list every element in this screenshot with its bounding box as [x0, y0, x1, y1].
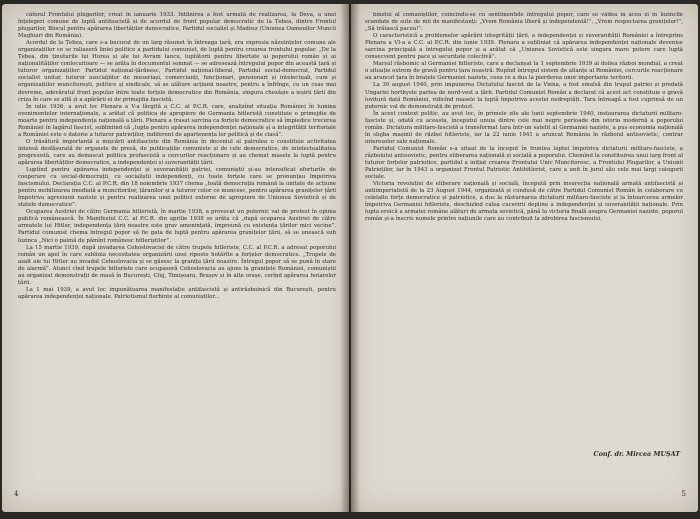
page-number: 5 [681, 490, 686, 498]
page-number: 4 [14, 490, 19, 498]
author-signature: Conf. dr. Mircea MUȘAT [593, 450, 680, 458]
paragraph: La 30 august 1940, prin impunerea Dictatului fascist de la Viena, a fost smulsă din trupul patriei și predată Ungariei horthyste partea de nord-vest a țării. Partidul Comunist Român a declarat că acest act constituie o gravă lovitură dată României, ridicînd masele la luptă împotriva acestei nedreptăți. Tara întreagă a fost cuprinsă de un puternic val de demonstrații de protest. [365, 82, 683, 110]
paragraph: Partidul Comunist Român s-a situat de la început în fruntea luptei împotriva dictaturii militaro-fasciste, a războiului antisovietic, pentru eliberarea națională și socială a poporului. Chemînd la constituirea unui larg front al tuturor forțelor patriotice, partidul a inițiat crearea Frontului Unic Muncitoresc, a Frontului Plugarilor, a Uniunii Patrioților, iar în 1943 a organizat Frontul Patriotic Antihitlerist, care a unit în jurul său cele mai largi categorii sociale. [365, 145, 683, 181]
paragraph: În iulie 1936, a avut loc Plenara a V-a lărgită a C.C. al P.C.R. care, analizînd situația României în lumina evenimentelor internaționale, a arătat că politica de apropiere de Germania hitleristă constituie o primejdie de moarte pentru independența națională a țării. Plenara a trasat sarcina ca forțele democratice să împiedice trecerea României în lagărul fascist, subliniind că „lupta pentru apărarea independenței naționale și a integrității teritoriale a României este o datorie a tuturor patrioților, indiferent de apartenența lor politică și de clasă”. [18, 103, 336, 138]
paragraph: binelui al comuniștilor, coincîndu-se cu sentimentele întregului popor, care se vădea în acea zi în lozincile scandate de sute de mii de manifestanți: „Vrem România liberă și independentă!”, „Vrem respectarea granițelor!”, „Să trăiască pacea!”. [365, 12, 683, 33]
right-page [351, 4, 698, 512]
left-page [2, 4, 349, 512]
paragraph: În acest context politic, au avut loc, în primele zile ale lunii septembrie 1940, instaurarea dictaturii militaro-fasciste și, odată cu aceasta, începutul unuia dintre cele mai negre perioade din istoria modernă a poporului român. Dictatura militaro-fascistă a transformat țara într-un satelit al Germaniei naziste, a pus economia națională în slujba mașinii de război hitleriste, iar la 22 iunie 1941 a aruncat România în războiul antisovietic, contrar intereselor sale naționale. [365, 110, 683, 145]
paragraph: Victoria revoluției de eliberare națională și socială, începută prin insurecția națională armată antifascistă și antiimperialistă de la 23 August 1944, organizată și condusă de către Partidul Comunist Român în colaborare cu celelalte forțe democratice și patriotice, a dus la răsturnarea dictaturii militaro-fasciste și la întoarcerea armelor împotriva Germaniei hitleriste, deschizînd calea cuceririi depline a independenței și suveranității naționale. Prin lupta eroică a armatei române alături de armata sovietică, până la victoria finală asupra Germaniei naziste, poporul român și-a înscris numele printre națiunile care au contribuit la zdrobirea fascismului. [365, 181, 683, 223]
left-page-text [18, 12, 336, 482]
paragraph: O trăsătură importantă a mișcării antifasciste din România în deceniul al patrulea o constituie activitatea intensă desfășurată de organele de presă, de publicațiile comuniste și de cele democratice, de intelectualitatea progresistă, care au demascat politica profascistă a cercurilor reacționare și au chemat masele la luptă pentru apărarea libertăților democratice, a independenței și suveranității țării. [18, 138, 336, 166]
paragraph: Acordul de la Țebea, care s-a bucurat de un larg răsunet în întreaga țară, era expresia năzuințelor comune ale organizațiilor ce se raliaseră liniei politice a partidului comunist, de luptă pentru crearea frontului popular. „De la Țebea, din ținuturile lui Horea și ale lui Avram Iancu, luptătorii pentru libertate ai poporului român și ai naționalităților conlocuitoare — se arăta în documentul semnat — se adresează întregului popor din această țară și tuturor organizațiilor: Partidul național-țărănesc, Partidul național-liberal, Partidul social-democrat, Partidul socialist unitar, tuturor asociațiilor de meseriași, comercianți, funcționari, pensionari și intelectuali, cum și organizațiilor muncitorești, politice și sindicale, să se alăture acțiunii noastre, pentru a înfrînge, cu un ceas mai devreme, adevăratul front popular între toate forțele democratice din România, singura chezășie a ieșirii țării din criza în care se află și a apărării ei de primejdia fascistă. [18, 40, 336, 103]
paragraph: Luptînd pentru apărarea independenței și suveranității patriei, comuniștii și-au intensificat eforturile de cooperare cu social-democrații, cu socialiștii independenți, cu toate forțele care se pronunțau împotriva fascismului. Declarația C.C. al P.C.R. din 18 noiembrie 1937 chema „toată democrația română la unitate de acțiune pentru mobilizarea imediată a muncitorilor, țăranilor și a tuturor celor ce muncesc, pentru apărarea granițelor țării împotriva agresiunii naziste și pentru realizarea unei politici externe de apropiere de Uniunea Sovietică și de statele democratice”. [18, 167, 336, 209]
book-gutter [340, 4, 360, 512]
paragraph: La 1 mai 1939, a avut loc impunătoarea manifestație antifascistă și antirăzboinică din București, pentru apărarea independenței naționale. Patriotismul fierbinte al comuniștilor... [18, 286, 336, 300]
paragraph: O caracteristică a problemelor apărării integrității țării, a independenței și suveranității României a întreprins Plenara a VI-a a C.C. al P.C.R. din iunie 1939. Plenara a subliniat că apărarea independenței naționale devenise sarcina principală a întregului popor și a arătat că „Uniunea Sovietică este singura mare putere care luptă consecvent pentru pace și securitate colectivă”. [365, 33, 683, 61]
paragraph: Marșul răsboinic al Germaniei hitleriste, care a declanșat la 1 septembrie 1939 al doilea război mondial, a creat o situație extrem de gravă pentru țara noastră. Rupînd întregul sistem de alianțe al României, cercurile reacționare au aruncat țara în brațele Germaniei naziste, ceea ce a dus la pierderea unor importante teritorii. [365, 61, 683, 82]
paragraph: căforul Frontului plugarilor, creat în ianuarie 1933. Întîlnirea a fost urmată de realizarea, la Deva, a unei înțelegeri comune de luptă antifascistă și de acordul de front popular democratic de la Țebea, dintre Frontul plugarilor, Blocul pentru apărarea libertăților democratice, Partidul socialist și Madosz (Uniunea Oamenilor Muncii Maghiari din România). [18, 12, 336, 40]
paragraph: La 15 martie 1939, după invadarea Cehoslovaciei de către trupele hitleriste, C.C. al P.C.R. a adresat poporului român un apel în care sublinia necesitatea organizării unei riposte hotărîte a forțelor democratice. „Trupele de asalt ale lui Hitler au invadat Cehoslovacia și se găsesc la granița țării noastre. Întregul popor să se pună în stare de alarmă”. Atunci cînd trupele hitleriste care ocupaseră Cehoslovacia au ajuns la granițele României, comuniștii au organizat demonstrații de masă în București, Cluj, Timișoara, Brașov și în alte orașe, cerînd apărarea hotarelor țării. [18, 244, 336, 286]
right-page-text [365, 12, 683, 482]
paragraph: Ocuparea Austriei de către Germania hitleristă, în martie 1938, a provocat un puternic val de protest în opinia publică românească. În Manifestul C.C. al P.C.R. din aprilie 1938 se arăta că „după ocuparea Austriei de către armatele lui Hitler, independența țării noastre este grav amenințată, împreună cu existența țărilor mici vecine”. Partidul comunist chema întregul popor să fie gata de luptă pentru apărarea granițelor țării, să se unească sub lozinca „Nici o palmă de pămînt românesc hitleriștilor”. [18, 209, 336, 244]
